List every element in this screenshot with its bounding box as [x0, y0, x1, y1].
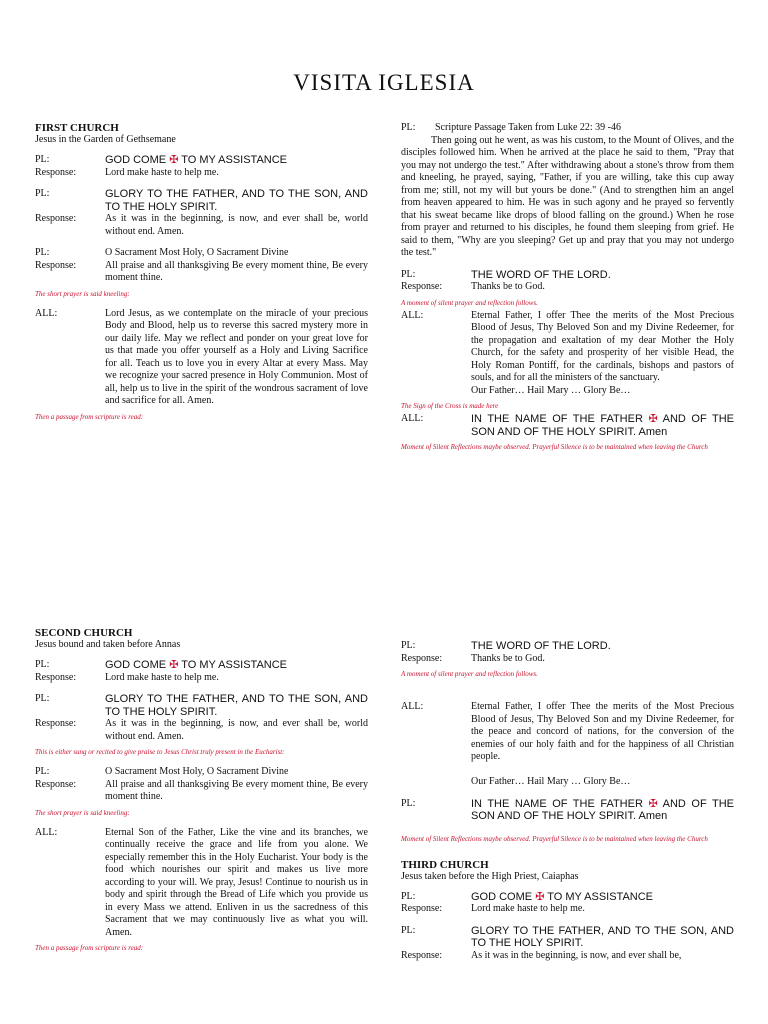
response-row [401, 653, 734, 666]
response-row [35, 260, 368, 285]
response-label: Response: [35, 671, 77, 683]
response-label: Response: [35, 213, 77, 224]
cross-icon: ✠ [535, 890, 545, 903]
versicle-text: TO MY ASSISTANCE [547, 890, 654, 903]
versicle-text: GLORY TO THE FATHER, AND TO THE SON, AND TO THE HOLY SPIRIT. [471, 924, 734, 949]
versicle-text: O Sacrament Most Holy, O Sacrament Divine [105, 247, 289, 258]
rubric: Then a passage from scripture is read: [35, 412, 144, 421]
rubric: This is either sung or recited to give praise to Jesus Christ truly present in the Eucharist: [35, 748, 285, 756]
pl-label: PL: [401, 924, 416, 936]
pl-label: PL: [401, 640, 416, 651]
word-row [401, 640, 734, 653]
versicle-text: GLORY TO THE FATHER, AND TO THE SON, AND TO THE HOLY SPIRIT. [105, 693, 368, 718]
cross-icon: ✠ [648, 413, 658, 425]
our-father-text: Our Father… Hail Mary … Glory Be… [471, 384, 631, 396]
cross-icon: ✠ [169, 659, 179, 671]
versicle-text: O Sacrament Most Holy, O Sacrament Divine [105, 766, 289, 777]
rubric: A moment of silent prayer and reflection follows. [401, 670, 538, 678]
response-text: As it was in the beginning, is now, and ever shall be, [471, 949, 682, 961]
sign-text: AND OF THE SON AND OF THE HOLY SPIRIT. Amen [471, 413, 734, 438]
section-subtitle: Jesus taken before the High Priest, Caiaphas [401, 870, 579, 882]
rubric: Then a passage from scripture is read: [35, 944, 144, 952]
pl-label: PL: [401, 122, 416, 133]
sign-of-cross-row [401, 413, 734, 438]
section-subtitle: Jesus bound and taken before Annas [35, 639, 181, 650]
pl-label: PL: [35, 154, 50, 165]
second-church-continued [401, 640, 734, 962]
all-label: ALL: [35, 307, 58, 319]
versicle-row [401, 891, 734, 904]
response-label: Response: [401, 652, 443, 664]
section-heading: SECOND CHURCH [35, 627, 133, 639]
versicle-row [35, 659, 368, 672]
prayer-row [35, 308, 368, 408]
all-label: ALL: [401, 701, 424, 712]
response-text: Thanks be to God. [471, 652, 545, 664]
pl-label: PL: [401, 268, 416, 280]
section-subtitle: Jesus in the Garden of Gethsemane [35, 134, 176, 145]
response-text: Lord make haste to help me. [471, 903, 585, 914]
all-label: ALL: [401, 413, 424, 424]
versicle-text: GOD COME [471, 890, 533, 903]
cross-icon: ✠ [169, 154, 179, 166]
rubric: Moment of Silent Reflections maybe observed. Prayerful Silence is to be maintained when leaving the Church [401, 834, 708, 843]
word-text: THE WORD OF THE LORD. [471, 268, 611, 281]
prayer-text: Eternal Son of the Father, Like the vine and its branches, we continually receive the grace and life from you alone. We especially remember this in the Holy Eucharist. Your body is the food which nourishes our spirit and makes us live more according to your will. We pray, Jesus! Continue to nourish us in body and spirit through the Bread of Life which you provide us in every Mass we attend. Enliven in us the sacredness of this Sacrament that we may continuously live as what you will. Amen. [105, 826, 368, 938]
versicle-text: GOD COME [105, 659, 167, 671]
word-text: THE WORD OF THE LORD. [471, 640, 611, 652]
versicle-text: GLORY TO THE FATHER, AND TO THE SON, AND TO THE HOLY SPIRIT. [105, 188, 368, 213]
response-row [35, 213, 368, 238]
cross-icon: ✠ [648, 797, 658, 810]
response-row [401, 281, 734, 294]
sign-of-cross-row [401, 798, 734, 823]
versicle-row [35, 247, 368, 260]
page-title: VISITA IGLESIA [293, 70, 475, 95]
response-text: Thanks be to God. [471, 281, 545, 292]
rubric: Moment of Silent Reflections maybe observed. Prayerful Silence is to be maintained when leaving the Church [401, 443, 708, 451]
pl-label: PL: [401, 797, 416, 809]
scripture-text: Then going out he went, as was his custom, to the Mount of Olives, and the disciples followed him. When he arrived at the place he said to them, "Pray that you may not undergo the test." After withdrawing about a stone's throw from them and kneeling, he prayed, saying, "Father, if you are willing, take this cup away from me; still, not my will but yours be done." (And to strengthen him an angel from heaven appeared to him. He was in such agony and he prayed so fervently that his sweat became like drops of blood falling on the ground.) When he rose from prayer and returned to his disciples, he found them sleeping from grief. He said to them, "Why are you sleeping? Get up and pray that you may not undergo the test." [401, 134, 734, 258]
rubric: The Sign of the Cross is made here [401, 402, 499, 410]
first-church-continued [401, 122, 734, 461]
prayer-row [35, 827, 368, 940]
versicle-text: TO MY ASSISTANCE [181, 154, 288, 166]
pl-label: PL: [35, 247, 50, 258]
section-heading: THIRD CHURCH [401, 858, 489, 871]
response-text: All praise and all thanksgiving Be every moment thine, Be every moment thine. [105, 778, 368, 802]
response-row [401, 903, 734, 916]
sign-text: IN THE NAME OF THE FATHER [471, 797, 643, 810]
offering-row [401, 701, 734, 789]
pl-label: PL: [35, 188, 50, 199]
versicle-text: GOD COME [105, 154, 167, 166]
all-label: ALL: [35, 826, 58, 838]
offering-text: Eternal Father, I offer Thee the merits of the Most Precious Blood of Jesus, Thy Beloved Son and my Divine Redeemer, for the peace and concord of nations, for the conversion of the enemies of our holy faith and for the happiness of all Christian people. [471, 701, 734, 762]
response-row [35, 672, 368, 685]
response-text: Lord make haste to help me. [105, 166, 219, 178]
response-row [35, 167, 368, 180]
second-church-section [35, 627, 368, 962]
pl-label: PL: [401, 890, 416, 902]
response-row [35, 779, 368, 804]
versicle-row [35, 154, 368, 167]
response-label: Response: [401, 281, 443, 292]
versicle-text: TO MY ASSISTANCE [181, 659, 288, 671]
prayer-text: Lord Jesus, as we contemplate on the miracle of your precious Body and Blood, help us to reverse this sacred mystery more in our daily life. May we reflect and ponder on your great love for us that made you offer yourself as a Holy and Living Sacrifice for all. Teach us to love you in every Altar at every Mass. May we recognize your sacred presence in Holy Communion. Most of all, help us to live in the spirit of the wondrous sacrament of love and sacrifice for all. Amen. [105, 307, 368, 406]
response-label: Response: [35, 259, 77, 271]
our-father-text: Our Father… Hail Mary … Glory Be… [471, 776, 631, 787]
scripture-reference: Scripture Passage Taken from Luke 22: 39 -46 [435, 122, 622, 133]
all-label: ALL: [401, 309, 424, 321]
offering-text: Eternal Father, I offer Thee the merits of the Most Precious Blood of Jesus, Thy Beloved Son and my Divine Redeemer, for the propagation and exaltation of my dear Mother the Holy Church, for the safety and prosperity of her visible Head, the Holy Roman Pontiff, for the cardinals, bishops and pastors of souls, and for all the ministers of the sanctuary. [471, 309, 734, 383]
response-label: Response: [401, 903, 443, 914]
word-row [401, 269, 734, 282]
section-heading: FIRST CHURCH [35, 122, 119, 134]
response-text: As it was in the beginning, is now, and ever shall be, world without end. Amen. [105, 718, 368, 742]
response-label: Response: [35, 718, 77, 729]
versicle-row [401, 925, 734, 950]
response-label: Response: [401, 949, 443, 961]
versicle-row [35, 188, 368, 213]
response-text: All praise and all thanksgiving Be every moment thine, Be every moment thine. [105, 259, 368, 283]
response-row [401, 950, 734, 963]
rubric: The short prayer is said kneeling: [35, 808, 130, 817]
rubric: The short prayer is said kneeling: [35, 289, 130, 298]
rubric: A moment of silent prayer and reflection follows. [401, 298, 538, 307]
sign-text: IN THE NAME OF THE FATHER [471, 413, 643, 425]
response-row [35, 718, 368, 743]
response-text: As it was in the beginning, is now, and ever shall be, world without end. Amen. [105, 213, 368, 237]
versicle-row [35, 693, 368, 718]
first-church-section [35, 122, 368, 431]
response-label: Response: [35, 778, 77, 790]
pl-label: PL: [35, 659, 50, 670]
sign-text: AND OF THE SON AND OF THE HOLY SPIRIT. Amen [471, 797, 734, 822]
offering-row [401, 310, 734, 398]
response-label: Response: [35, 166, 77, 178]
pl-label: PL: [35, 766, 50, 777]
response-text: Lord make haste to help me. [105, 671, 219, 683]
scripture-ref-row [401, 122, 734, 135]
versicle-row [35, 766, 368, 779]
pl-label: PL: [35, 693, 50, 704]
